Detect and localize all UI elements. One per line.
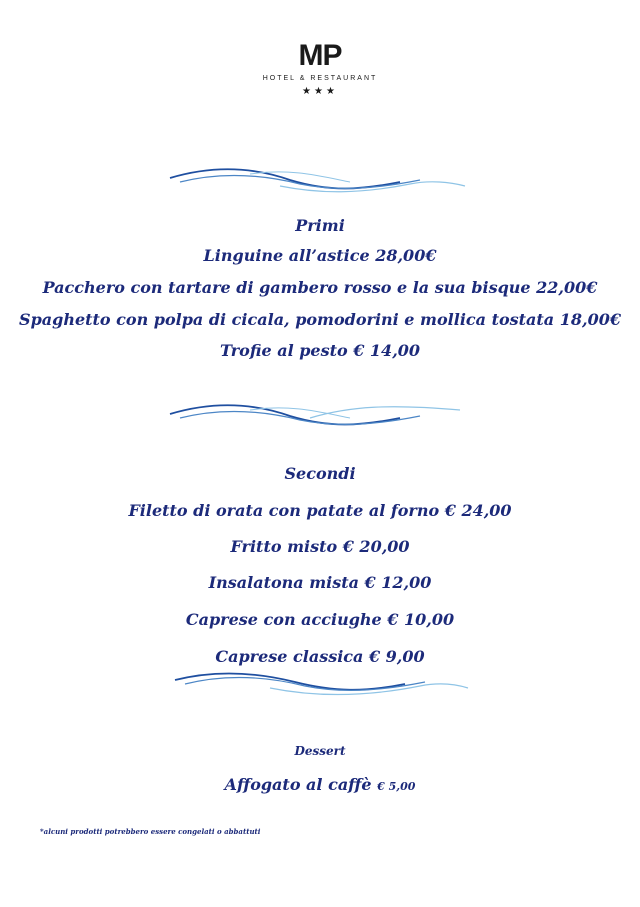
logo-mark: MP bbox=[298, 39, 342, 72]
dessert-item-name: Affogato al caffè bbox=[224, 775, 372, 794]
wave-divider-icon bbox=[160, 396, 480, 436]
wave-divider-icon bbox=[160, 666, 480, 706]
menu-item: Fritto misto € 20,00 bbox=[230, 537, 410, 556]
section-title-primi: Primi bbox=[295, 216, 345, 235]
footnote: *alcuni prodotti potrebbero essere congelati o abbattuti bbox=[40, 827, 261, 836]
logo-subtitle: HOTEL & RESTAURANT bbox=[262, 75, 378, 82]
menu-item: Insalatona mista € 12,00 bbox=[208, 573, 432, 592]
menu-item: Caprese classica € 9,00 bbox=[215, 647, 425, 666]
section-title-secondi: Secondi bbox=[284, 464, 356, 483]
menu-item: Filetto di orata con patate al forno € 24,00 bbox=[128, 501, 512, 520]
menu-item: Caprese con acciughe € 10,00 bbox=[185, 610, 455, 629]
dessert-item bbox=[0, 775, 640, 794]
menu-item: Trofie al pesto € 14,00 bbox=[219, 341, 421, 360]
menu-item: Pacchero con tartare di gambero rosso e la sua bisque 22,00€ bbox=[42, 278, 598, 297]
star-rating-icon: ★★★ bbox=[302, 86, 338, 97]
wave-divider-icon bbox=[160, 160, 480, 200]
section-title-dessert: Dessert bbox=[294, 744, 346, 758]
dessert-item-price: € 5,00 bbox=[377, 780, 416, 793]
menu-item: Spaghetto con polpa di cicala, pomodorini e mollica tostata 18,00€ bbox=[19, 310, 621, 329]
menu-item: Linguine all’astice 28,00€ bbox=[203, 246, 437, 265]
restaurant-logo bbox=[0, 40, 640, 98]
